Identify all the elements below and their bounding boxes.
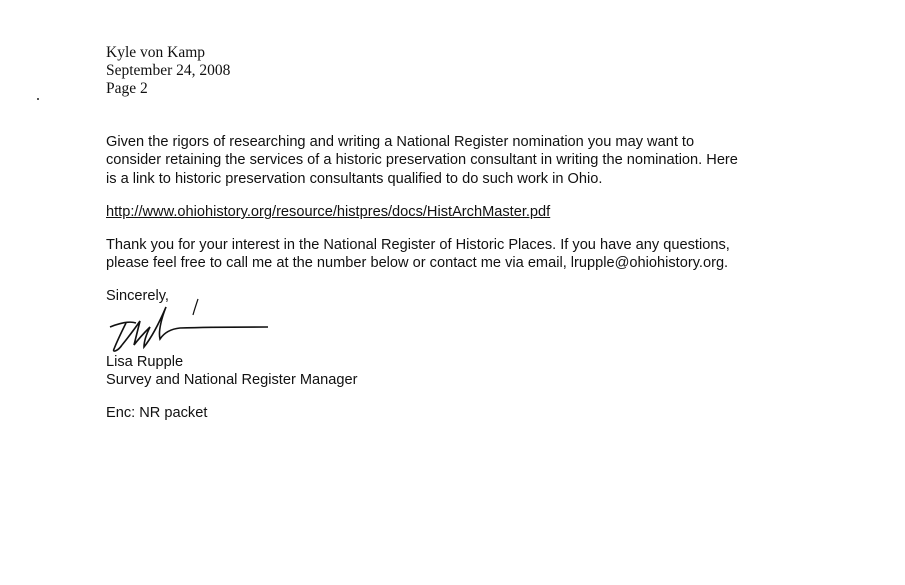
handwritten-signature: [100, 297, 275, 359]
consultants-pdf-link[interactable]: http://www.ohiohistory.org/resource/histpres/docs/HistArchMaster.pdf: [106, 204, 551, 220]
enclosure-note: Enc: NR packet: [106, 405, 208, 421]
page-number: Page 2: [106, 80, 148, 97]
signer-title: Survey and National Register Manager: [106, 372, 358, 389]
letter-date: September 24, 2008: [106, 62, 231, 79]
scan-speck: [37, 98, 39, 100]
paragraph-line: please feel free to call me at the number below or contact me via email, lrupple@ohiohistory.org.: [106, 255, 729, 272]
signer-name: Lisa Rupple: [106, 354, 184, 370]
paragraph-line: consider retaining the services of a historic preservation consultant in writing the nomination. Here: [106, 152, 738, 169]
paragraph-line: Given the rigors of researching and writing a National Register nomination you may want to: [106, 134, 695, 150]
paragraph-line: is a link to historic preservation consultants qualified to do such work in Ohio.: [106, 170, 603, 187]
paragraph-thanks: [106, 236, 730, 273]
recipient-name: Kyle von Kamp: [106, 44, 206, 61]
signature-block: [106, 353, 357, 390]
paragraph-consultant: [106, 133, 738, 188]
letter-header: [106, 44, 230, 98]
salutation: Sincerely,: [106, 288, 169, 304]
paragraph-line: Thank you for your interest in the National Register of Historic Places. If you have any questions,: [106, 237, 730, 253]
